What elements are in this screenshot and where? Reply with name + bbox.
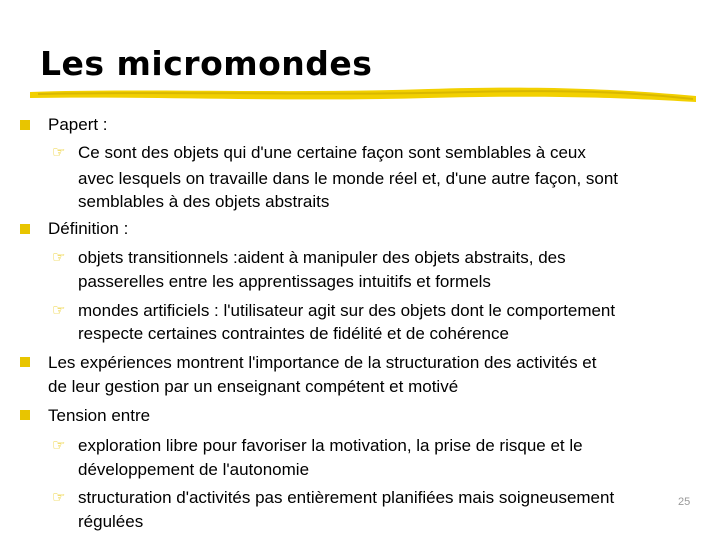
experiences-line2: de leur gestion par un enseignant compétent et motivé bbox=[48, 377, 459, 396]
tension-sub2-line2: régulées bbox=[78, 512, 144, 531]
tension-sub1-line1: exploration libre pour favoriser la motivation, la prise de risque et le bbox=[78, 436, 583, 455]
pointing-hand-icon: ☞ bbox=[52, 437, 66, 454]
page-number: 25 bbox=[678, 496, 691, 508]
tension-sub2-line1: structuration d'activités pas entièrement planifiées mais soigneusement bbox=[78, 488, 615, 507]
bullet-square-icon bbox=[20, 357, 30, 367]
def-sub2-line2: respecte certaines contraintes de fidélité et de cohérence bbox=[78, 324, 509, 343]
slide-title: Les micromondes bbox=[40, 44, 373, 83]
bullet-square-icon bbox=[20, 224, 30, 234]
papert-sub1-line2: avec lesquels on travaille dans le monde réel et, d'une autre façon, sont bbox=[78, 169, 619, 188]
tension-sub1-line2: développement de l'autonomie bbox=[78, 460, 310, 479]
pointing-hand-icon: ☞ bbox=[52, 249, 66, 266]
papert-sub1-line3: semblables à des objets abstraits bbox=[78, 192, 330, 211]
bullet-square-icon bbox=[20, 410, 30, 420]
def-sub1-line1: objets transitionnels :aident à manipuler des objets abstraits, des bbox=[78, 248, 566, 267]
bullet-tension: Tension entre bbox=[48, 406, 151, 425]
bullet-square-icon bbox=[20, 120, 30, 130]
def-sub2-line1: mondes artificiels : l'utilisateur agit sur des objets dont le comportement bbox=[78, 301, 616, 320]
pointing-hand-icon: ☞ bbox=[52, 489, 66, 506]
experiences-line1: Les expériences montrent l'importance de la structuration des activités et bbox=[48, 353, 597, 372]
pointing-hand-icon: ☞ bbox=[52, 302, 66, 319]
papert-sub1-line1: Ce sont des objets qui d'une certaine façon sont semblables à ceux bbox=[78, 143, 586, 162]
bullet-papert: Papert : bbox=[48, 115, 108, 134]
def-sub1-line2: passerelles entre les apprentissages intuitifs et formels bbox=[78, 272, 491, 291]
pointing-hand-icon: ☞ bbox=[52, 144, 66, 161]
bullet-definition: Définition : bbox=[48, 219, 129, 238]
